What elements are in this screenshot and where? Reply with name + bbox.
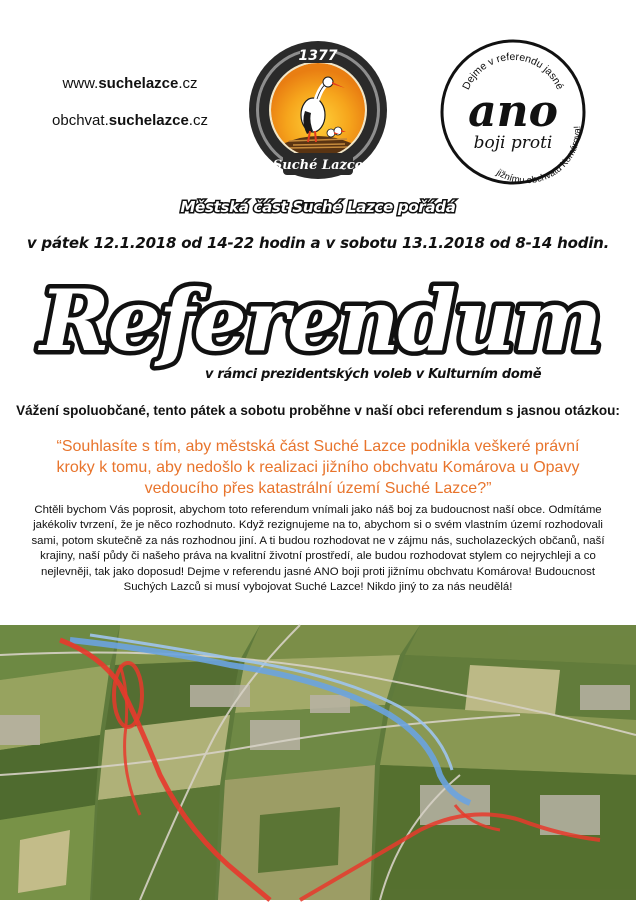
badge-top-text: Dejme v referendu jasné xyxy=(460,50,566,92)
body-text: Chtěli bychom Vás poprosit, abychom toto referendum vnímali jako náš boj za budoucnost naší obce. Odmítáme jakékoliv tvrzení, že je něco rozhodnuto. Když rezignujeme na to, abychom si o svém vlastním území rozhodovali sami, potom skutečně za nás rozhodnou jiní. A ti budou rozhodovat ne v zájmu nás, sucholazeckých občanů, naší krajiny, naší půdy či našeho práva na kvalitní životní prostředí, ale budou rozhodovat stylem co nejrychleji a co nejlevněji, tak jako doposud! Dejme v referendu jasné ANO boji proti jižnímu obchvatu Komárova! Budoucnost Suchých Lazců si musí vybojovat Suché Lazce! Nikdo jiný to za nás neudělá! xyxy=(31,504,605,594)
event-subtitle: v rámci prezidentských voleb v Kulturním domě xyxy=(205,367,542,382)
badge-ano: ano xyxy=(468,86,558,137)
referendum-question: “Souhlasíte s tím, aby městská část Suché Lazce podnikla veškeré právní kroky k tomu, aby nedošlo k realizaci jižního obchvatu Komárova u Opavy vedoucího přes katastrální území Suché Lazce?” xyxy=(56,438,580,497)
event-dates: v pátek 12.1.2018 od 14-22 hodin a v sobotu 13.1.2018 od 8-14 hodin. xyxy=(26,234,610,252)
ano-badge xyxy=(439,38,587,186)
website-links xyxy=(30,74,230,148)
emblem-year: 1377 xyxy=(298,48,338,64)
website-link-bypass[interactable]: obchvat.suchelazce.cz xyxy=(52,112,208,129)
website-link-main[interactable]: www.suchelazce.cz xyxy=(62,75,198,92)
organizer-line: Městská část Suché Lazce pořádá xyxy=(180,198,456,216)
badge-bottom-text: jižnímu obchvatu Komárova! xyxy=(494,125,584,186)
intro-text: Vážení spoluobčané, tento pátek a sobotu proběhne v naší obci referendum s jasnou otázkou: xyxy=(16,403,620,418)
suche-lazce-emblem xyxy=(247,39,389,181)
aerial-map xyxy=(0,625,636,900)
page-title: Referendum xyxy=(39,271,601,370)
title-block xyxy=(39,262,601,377)
badge-middle: boji proti xyxy=(473,133,553,153)
emblem-name: Suché Lazce xyxy=(272,158,364,173)
